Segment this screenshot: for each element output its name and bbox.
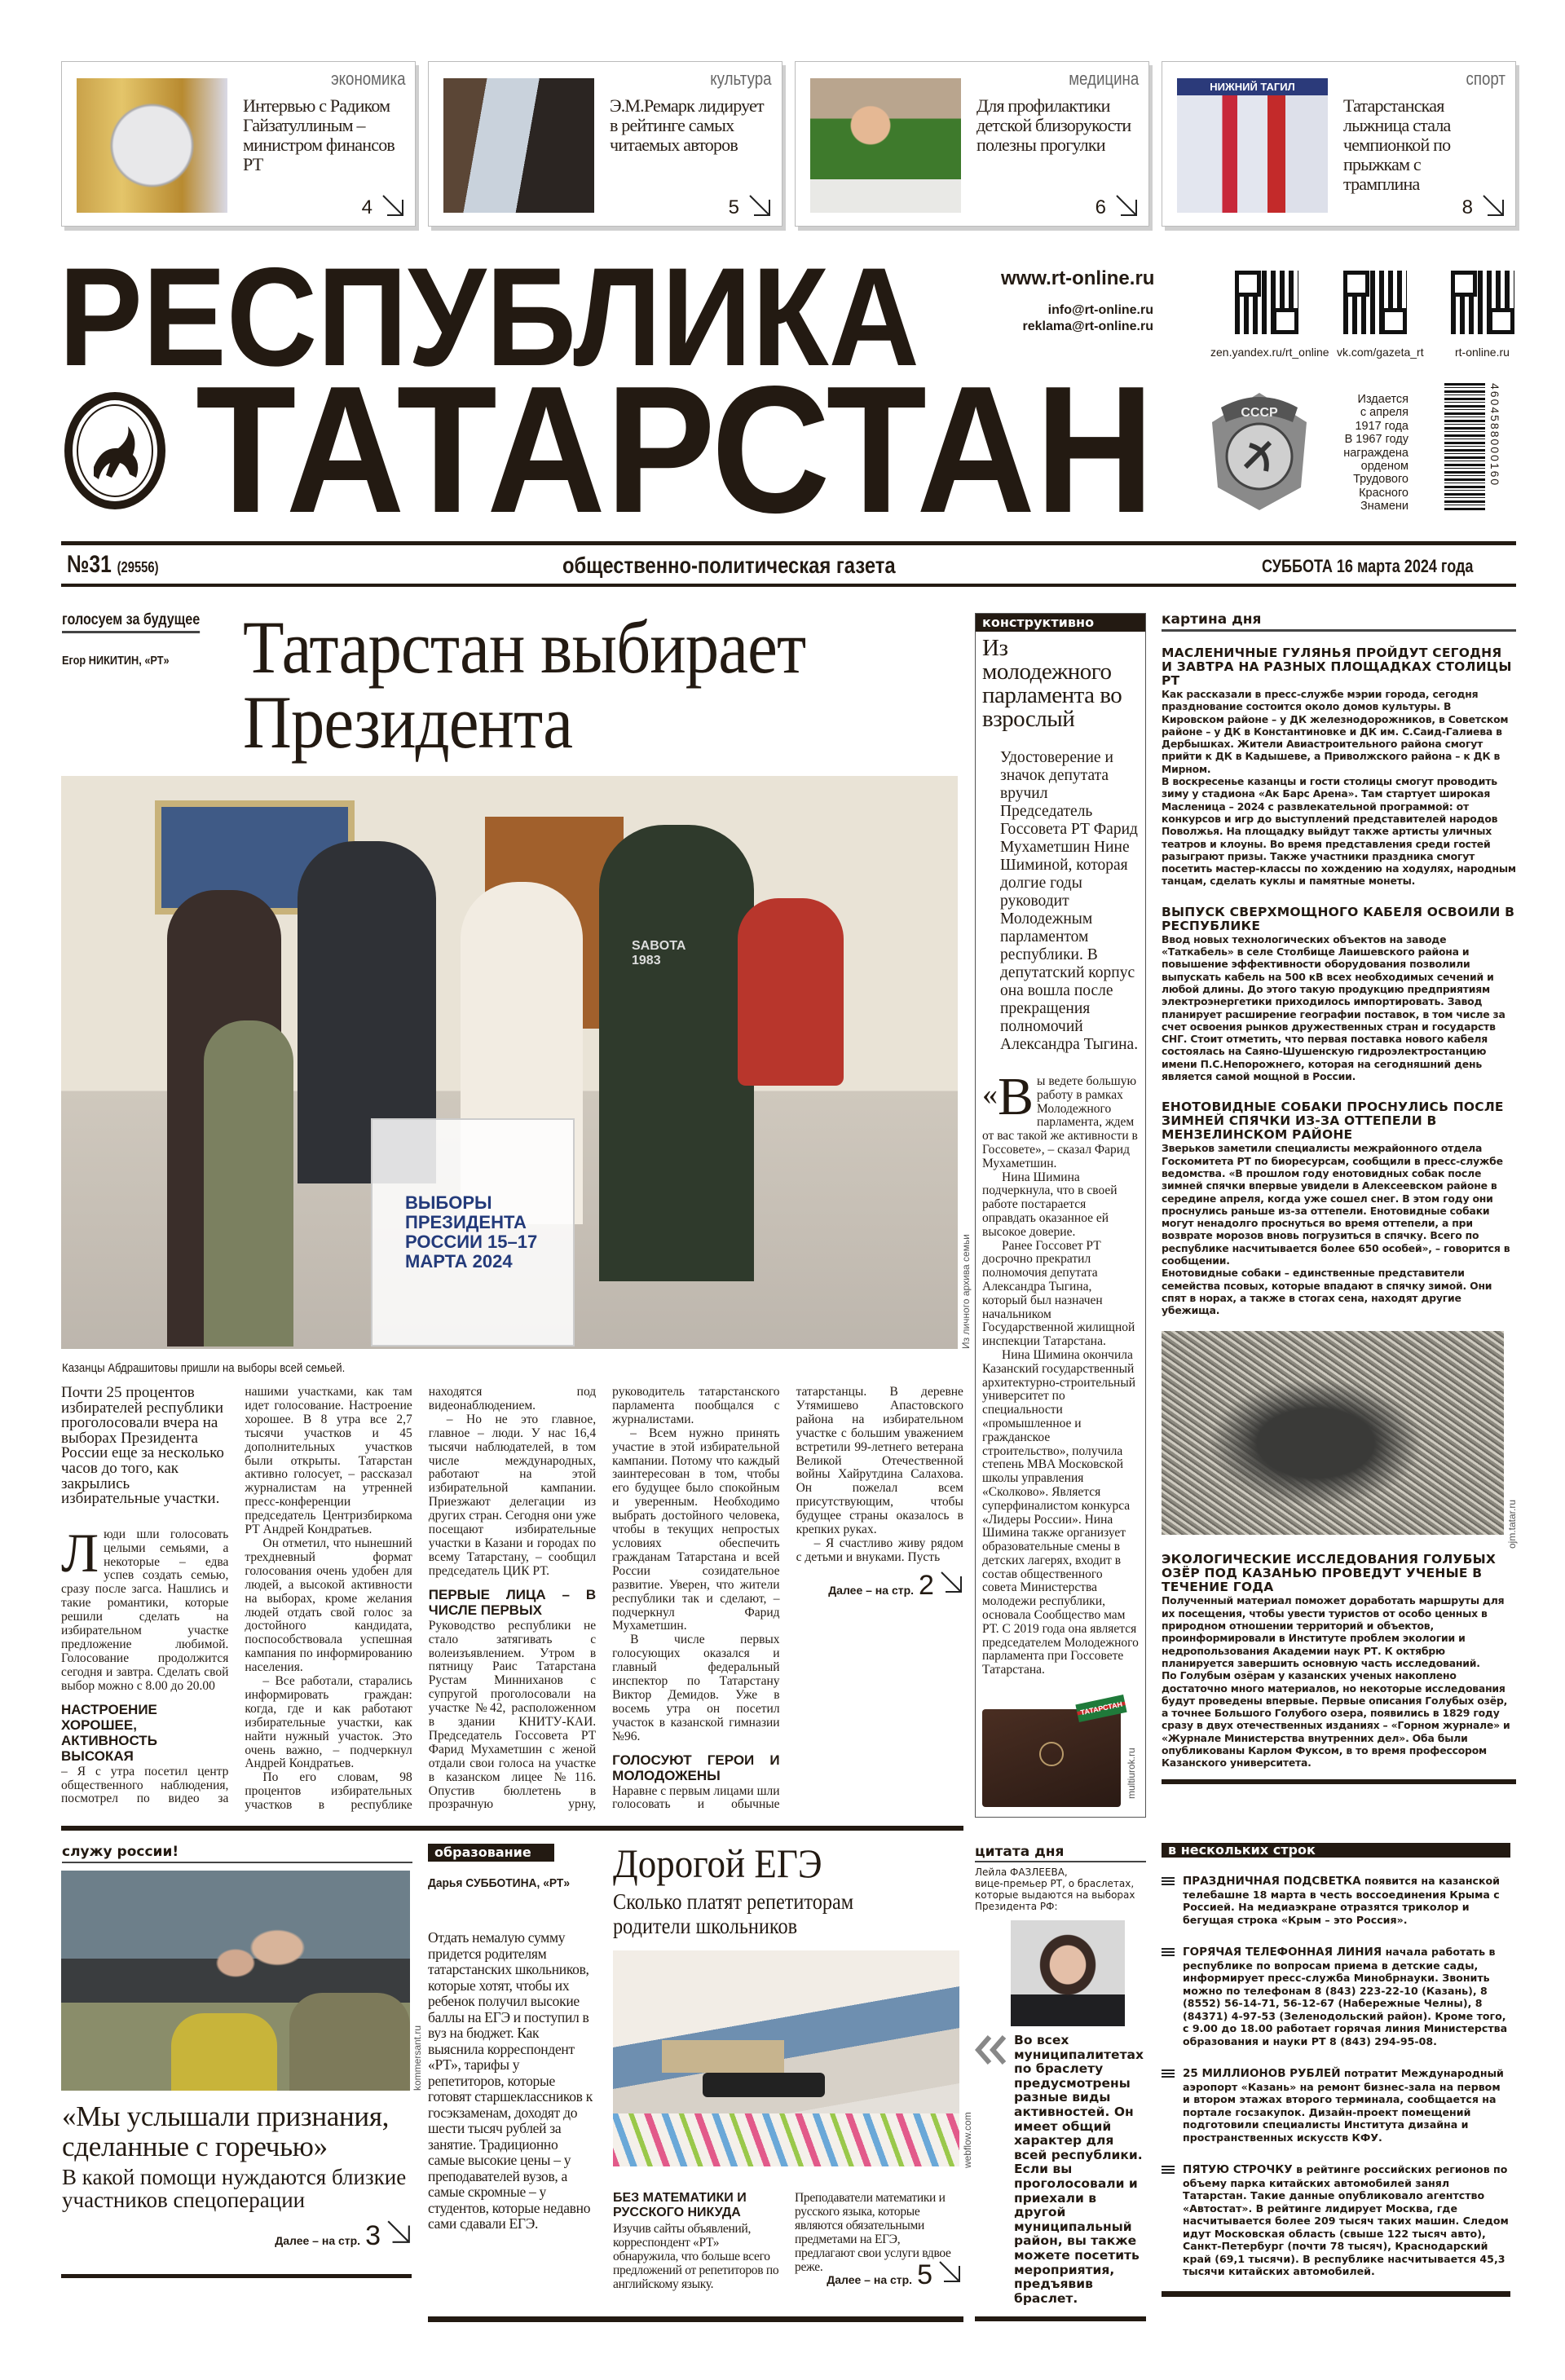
teaser-rubric: экономика <box>330 68 405 89</box>
teaser-economics[interactable] <box>61 61 416 227</box>
masthead-title-line1 <box>59 262 923 370</box>
teaser-culture[interactable] <box>428 61 782 227</box>
lines-bullet-icon <box>1162 1948 1175 1956</box>
photo-credit: multiurok.ru <box>1126 1748 1137 1799</box>
family-voting-photo <box>61 776 958 1349</box>
news-title: ЕНОТОВИДНЫЕ СОБАКИ ПРОСНУЛИСЬ ПОСЛЕ ЗИМНЕЙ СПЯЧКИ ИЗ-ЗА ОТТЕПЕЛИ В МЕНЗЕЛИНСКОМ РАЙОНЕ <box>1162 1100 1504 1143</box>
photo-caption: Казанцы Абдрашитовы пришли на выборы всей семьей. <box>62 1361 346 1375</box>
article-paragraph: – Все работали, старались информировать граждан: когда, где и как работают избирательные участки, как найти нужный участок. Это очень важно, – подчеркнул Андрей Кондратьев. <box>245 1674 412 1771</box>
brief-text: потратит Международный аэропорт «Казань» на ремонт бизнес-зала на первом и втором этажах второго терминала, сообщается на портале госзакупок. Дизайн-проект помещений подготовили специалисты Института дизайна и пространственных искусств КФУ. <box>1183 2067 1504 2144</box>
flag-badge-text: ТАТАРСТАН <box>1075 1695 1127 1722</box>
photo-credit: webflow.com <box>962 2112 973 2168</box>
article-paragraph: Наравне с первым лицами шли голосовать и обычные татарстанцы. В деревне Утямишево Апастовского района на избирательном участке с большим уважением встретили 99-летнего ветерана Великой Отечественной войны Хайрутдина Салахова. Он пожелал всем присутствующим, чтобы будущее страны оказалось в крепких руках. <box>612 1386 963 1812</box>
coins-photo <box>77 78 227 213</box>
news-paragraph: Енотовидные собаки – единственные представители семейства псовых, которые впадают в спячку зимой. Они спят в норах, а также в стогах сена, находят другие убежища. <box>1162 1267 1492 1317</box>
news-paragraph: Ввод новых технологических объектов на заводе «Таткабель» в селе Столбище Лаишевского района и повышение эффективности оборудования позволили выпускать кабель на 500 кВ всех необходимых сечений и любой длины. До этого такую продукцию предприятиям электроэнергетики приходилось импортировать. Завод планирует расширение географии поставок, в том числе за счет освоения рынков дружественных стран и государств СНГ. Стоит отметить, что первая поставка нового кабеля состоялась на Саяно-Шушенскую гидроэлектростанцию имени П.С.Непорожнего, которая на сегодняшний день является самой мощной в России. <box>1162 932 1505 1083</box>
divider <box>61 584 1516 587</box>
lines-bullet-icon <box>1162 2069 1175 2078</box>
article-paragraph: Он отметил, что нынешний трехдневный формат голосования очень удобен для людей, а высокой активности на выборах, кроме желания людей отдать свой голос за достойного кандидата, поспособствовала успешная кампания по информированию населения. <box>245 1536 412 1675</box>
divider <box>61 541 1516 545</box>
teaser-rubric: культура <box>710 68 772 89</box>
arrow-down-right-icon <box>937 2259 962 2284</box>
brief-lead: ГОРЯЧАЯ ТЕЛЕФОННАЯ ЛИНИЯ <box>1183 1946 1382 1959</box>
history-note <box>1322 393 1408 513</box>
brief-text: появится на казанской телебашне 18 марта в честь воссоединения Крыма с Россией. На медиаэкране отразятся триколор и бегущая строка «Крым – это Россия». <box>1183 1875 1501 1926</box>
tutoring-photo <box>613 1950 959 2166</box>
continued-link[interactable] <box>163 2219 412 2252</box>
divider <box>1162 1779 1516 1784</box>
brief-text: в рейтинге российских регионов по объему парка китайских автомобилей занял Татарстан. Такие данные опубликовало агентство «Автостат». В рейтинге лидирует Москва, где насчитывается более 209 тысяч таких машин. Следом идут Московская область (свыше 122 тысяч авто), Санкт-Петербург (почти 78 тысяч), Краснодарский край (69,1 тысячи). В республике насчитывается 45,3 тысячи китайских автомобилей. <box>1183 2163 1509 2277</box>
service-headline: «Мы услышали признания, сделанные с горечью» <box>62 2100 390 2162</box>
reading-woman-photo <box>443 78 594 213</box>
ballot-box-label: ВЫБОРЫ ПРЕЗИДЕНТА РОССИИ 15–17 МАРТА 2024 <box>405 1192 538 1272</box>
news-paragraph: Зверьков заметили специалисты межрайонного отдела Госкомитета РТ по биоресурсам, сообщили в пресс-службе ведомства. «В прошлом году енотовидных собак после зимней спячки впервые увидели в Алексеевском районе в середине апреля, когда уже сошел снег. В этом году они проснулись раньше из-за оттепели. Енотовидные собаки могут ненадолго проснуться во время оттепели, а при возврате морозов вновь погрузиться в спячку. Всего по республике насчитывается более 650 особей», – говорится в сообщении. <box>1162 1142 1510 1267</box>
speaker-role: вице-премьер РТ, о браслетах, которые выдаются на выборах Президента РФ: <box>975 1878 1135 1912</box>
news-paragraph: Как рассказали в пресс-службе мэрии города, сегодня празднование состоится около домов культуры. В Кировском районе – у ДК железнодорожников, в Советском районе – у ДК в Константиновке и ДК им. С.Саид-Галиева в Дербышках. Жители Авиастроительного района смогут прийти к ДК в Кадышеве, а Приволжского района – к ДК в Мирном. <box>1162 688 1509 775</box>
article-paragraph: – Всем нужно принять участие в этой избирательной кампании. Потому что каждый заинтересован в том, чтобы его будущее было спокойным и уверенным. Необходимо выбрать достойного человека, чтобы в текущих непростых условиях обеспечить гражданам Татарстана и всей России созидательное развитие. Уверен, что жители республики так и сделают, – подчеркнул Фарид Мухаметшин. <box>612 1426 780 1633</box>
paragraph-text: юди шли голосовать целыми семьями, а некоторые – едва успев создать семью, сразу после загса. Нашлись и такие романтики, которые решили сделать на избирательном участке предложение любимой. Голосование продолжится сегодня и завтра. Сделать свой выбор можно с 8.00 до 20.00 <box>61 1527 229 1693</box>
svg-text:РЕСПУБЛИКА: РЕСПУБЛИКА <box>59 262 919 370</box>
history-line: 1917 года <box>1355 419 1408 433</box>
arrow-down-right-icon <box>747 193 772 218</box>
teaser-rubric: медицина <box>1068 68 1139 89</box>
news-title: МАСЛЕНИЧНЫЕ ГУЛЯНЬЯ ПРОЙДУТ СЕГОДНЯ И ЗАВТРА НА РАЗНЫХ ПЛОЩАДКАХ СТОЛИЦЫ РТ <box>1162 646 1512 688</box>
teaser-text: Э.М.Ремарк лидирует в рейтинге самых читаемых авторов <box>610 95 764 155</box>
quote-mark: « <box>982 1078 998 1112</box>
day-picture-section <box>1162 611 1516 1784</box>
article-paragraph: По его словам, 98 процентов избирательных участков в республике находятся под видеонаблюдением. <box>245 1386 597 1813</box>
history-line: орденом <box>1360 460 1408 474</box>
rubric-constructive: конструктивно <box>976 614 1145 632</box>
newspaper-tagline: общественно-политическая газета <box>562 553 896 578</box>
total-issue-number: (29556) <box>117 559 159 575</box>
svg-text:СССР: СССР <box>1241 406 1278 420</box>
qr-label: vk.com/gazeta_rt <box>1337 346 1424 359</box>
brief-lead: ПРАЗДНИЧНАЯ ПОДСВЕТКА <box>1183 1875 1361 1888</box>
article-subhead: НАСТРОЕНИЕ ХОРОШЕЕ, АКТИВНОСТЬ ВЫСОКАЯ <box>61 1701 157 1764</box>
tatarstan-emblem-icon <box>61 390 169 512</box>
continued-label: Далее – на стр. <box>827 2273 913 2286</box>
teaser-rubric: спорт <box>1466 68 1505 89</box>
quote-mark-icon <box>975 2035 1007 2065</box>
teaser-medicine[interactable] <box>795 61 1149 227</box>
brief-item <box>1162 2067 1510 2144</box>
barcode-number: 4604588000160 <box>1488 383 1501 487</box>
education-body: Отдать немалую сумму придется родителям татарстанских школьников, которые хотят, чтобы их ребенок получил высокие баллы на ЕГЭ и поступил в вуз на бюджет. Как выяснила корреспондент «РТ», тарифы у репетиторов, которые готовят старшеклассников к госэкзаменам, доходят до шести тысяч рублей за занятие. Традиционно самые высокие цены – у преподавателей вузов, а самые скромные – у студентов, которые недавно сами сдавали ЕГЭ. <box>428 1929 593 2232</box>
shirt-print-text: SABOTA 1983 <box>632 939 686 967</box>
education-subtitle: Сколько платят репетиторам родители школьников <box>613 1889 854 1938</box>
article-paragraph: Руководство республики не стало затягивать с волеизъявлением. Утром в пятницу Раис Татарстана Рустам Минниханов с супругой проголосовали на участке №42, расположенном в здании КНИТУ-КАИ. Председатель Госсовета РТ Фарид Мухаметшин с женой отдали свои голоса на участке в казанском лицее №116. Опустив бюллетень в прозрачную урну, руководитель татарстанского парламента пообщался с журналистами. <box>428 1386 780 1812</box>
article-lead: Почти 25 процентов избирателей республики проголосовали вчера на выборах Президента России еще за несколько часов до того, как закрылись избирательные участки. <box>61 1386 224 1508</box>
brief-item <box>1162 1946 1510 2047</box>
divider <box>428 2316 963 2322</box>
arrow-down-right-icon <box>381 193 405 218</box>
article-subhead: ПЕРВЫЕ ЛИЦА – В ЧИСЛЕ ПЕРВЫХ <box>428 1586 597 1618</box>
byline: Дарья СУББОТИНА, «РТ» <box>428 1876 571 1890</box>
issue-number-value: №31 <box>67 551 112 578</box>
article-paragraph: – Я с утра посетил центр общественного наблюдения, посмотрел по видео за нашими участками, как там идет голосование. Настроение хорошее. В 8 утра все 2,7 тысячи участков и 45 дополнительных участков были открыты. Татарстан активно голосует, – рассказал журналистам на утренней пресс-конференции председатель Центризбиркома РТ Андрей Кондратьев. <box>61 1386 412 1806</box>
brief-lead: ПЯТУЮ СТРОЧКУ <box>1183 2163 1293 2176</box>
continued-page: 5 <box>917 2259 932 2290</box>
rubric-education: образование <box>428 1844 554 1862</box>
continued-label: Далее – на стр. <box>828 1583 915 1597</box>
rubric-label: в нескольких строк <box>1168 1842 1316 1858</box>
teaser-text: Татарстанская лыжница стала чемпионкой по прыжкам с трамплина <box>1343 95 1451 194</box>
drop-cap: Л <box>61 1521 99 1584</box>
brief-item <box>1162 1875 1510 1926</box>
history-line: Издается <box>1357 393 1408 406</box>
history-line: Красного <box>1359 486 1408 500</box>
constructive-paragraph: Нина Шимина окончила Казанский государственный архитектурно-строительный университет по специальности «промышленное и гражданское строительство», получила степень MBA Московской школы управления «Сколково». Является суперфиналистом конкурса «Лидеры России». Нина Шимина также организует образовательные смены в детских лагерях, входит в состав общественного совета Министерства молодежи республики, основала Сообщество мам РТ. С 2019 года она является председателем Молодежного парламента при Госсовете Татарстана. <box>982 1347 1139 1677</box>
qr-code-vk[interactable] <box>1343 271 1407 334</box>
brief-item <box>1162 2163 1510 2278</box>
continued-link[interactable] <box>795 2259 962 2291</box>
rubric-service: служу россии! <box>62 1844 412 1863</box>
history-line: Трудового <box>1353 473 1408 487</box>
teaser-text: Для профилактики детской близорукости полезны прогулки <box>976 95 1131 155</box>
constructive-paragraph: Нина Шимина подчеркнула, что в своей работе постарается оправдать оказанное ей высокое доверие. <box>982 1170 1118 1239</box>
news-paragraph: Полученный материал поможет доработать маршруты для их посещения, чтобы увести туристов от особо ценных в природном отношении территорий и объектов, проинформировали в Институте проблем экологии и недропользования Академии наук РТ. К октябрю планируется завершить основную часть исследований. <box>1162 1594 1505 1669</box>
photo-credit: ojm.tatar.ru <box>1506 1499 1518 1549</box>
divider <box>61 2274 412 2278</box>
history-line: с апреля <box>1360 406 1408 420</box>
quote-text: ы ведете большую работу в рамках Молодежного парламента, ждем от вас такой же активности в Госсовете», – сказал Фарид Мухаметшин. <box>982 1074 1138 1170</box>
education-headline: Дорогой ЕГЭ <box>613 1840 822 1886</box>
main-article-body <box>61 1386 963 1818</box>
continued-label: Далее – на стр. <box>275 2234 361 2247</box>
byline: Егор НИКИТИН, «РТ» <box>62 654 170 668</box>
news-title: ВЫПУСК СВЕРХМОЩНОГО КАБЕЛЯ ОСВОИЛИ В РЕСПУБЛИКЕ <box>1162 904 1515 933</box>
service-subtitle: В какой помощи нуждаются близкие участников спецоперации <box>62 2165 407 2212</box>
divider <box>61 1826 963 1831</box>
arrow-down-right-icon <box>939 1570 963 1594</box>
constructive-headline: Из молодежного парламента во взрослый <box>982 635 1122 732</box>
constructive-paragraph: Ранее Госсовет РТ досрочно прекратил полномочия депутата Александра Тыгина, который был назначен начальником Государственной жилищной инспекции Татарстана. <box>982 1238 1135 1349</box>
photo-credit: kommersant.ru <box>412 2025 423 2091</box>
continued-link[interactable] <box>796 1569 963 1601</box>
email-ads-link[interactable]: reklama@rt-online.ru <box>1022 320 1153 333</box>
continued-page: 3 <box>365 2220 381 2251</box>
lines-bullet-icon <box>1162 1877 1175 1885</box>
history-line: награждена <box>1343 446 1408 460</box>
qr-code-site[interactable] <box>1451 271 1514 334</box>
teaser-page: 6 <box>1095 196 1106 218</box>
article-subhead: ГОЛОСУЮТ ГЕРОИ И МОЛОДОЖЕНЫ <box>612 1752 780 1783</box>
brief-lead: 25 МИЛЛИОНОВ РУБЛЕЙ <box>1183 2067 1341 2080</box>
continued-page: 2 <box>919 1569 934 1601</box>
schoolboy-photo <box>810 78 961 213</box>
rubric-day-picture: картина дня <box>1162 611 1516 632</box>
issue-date: СУББОТА 16 марта 2024 года <box>1262 556 1474 576</box>
arrow-down-right-icon <box>1481 193 1505 218</box>
constructive-lead: Удостоверение и значок депутата вручил Председатель Госсовета РТ Фарид Мухаметшин Нине Шиминой, которая долгие годы руководит Молодежным парламентом республики. В депутатский корпус она вошла после прекращения полномочий Александра Тыгина. <box>1000 749 1139 1053</box>
website-link[interactable]: www.rt-online.ru <box>1001 267 1155 289</box>
speaker-portrait <box>1011 1920 1125 2026</box>
divider <box>975 2316 1146 2321</box>
article-paragraph: – Я счастливо живу рядом с детьми и внуками. Пусть <box>796 1536 963 1564</box>
qr-label: zen.yandex.ru/rt_online <box>1210 346 1329 359</box>
history-line: В 1967 году <box>1344 433 1408 447</box>
qr-code-zen[interactable] <box>1235 271 1298 334</box>
soldier-farewell-photo <box>61 1871 410 2091</box>
teaser-page: 5 <box>728 196 739 218</box>
qr-label: rt-online.ru <box>1455 346 1510 359</box>
teaser-page: 4 <box>361 196 373 218</box>
deputy-id-photo <box>982 1699 1123 1807</box>
photo-banner-text: НИЖНИЙ ТАГИЛ <box>1177 78 1328 95</box>
photo-credit: Из личного архива семьи <box>960 1234 972 1349</box>
quote-text: Во всех муниципалитетах по браслету предусмотрены разные виды активностей. Он имеет общий характер для всей республики. Если вы проголосовали и приехали в другой муниципальный район, вы также можете посетить мероприятия, предъявив браслет. <box>1014 2033 1144 2306</box>
article-paragraph <box>61 1521 229 1694</box>
drop-cap: В <box>998 1067 1034 1126</box>
article-paragraph: В числе первых голосующих оказался и главный федеральный инспектор по Татарстану Виктор Демидов. Уже в восемь утра он посетил участок в казанской гимназии №96. <box>612 1633 780 1743</box>
speaker-name: Лейла ФАЗЛЕЕВА, <box>975 1867 1068 1878</box>
email-info-link[interactable]: info@rt-online.ru <box>1047 303 1153 317</box>
article-paragraph: – Но не это главное, главное – люди. У нас 16,4 тысячи наблюдателей, в том числе международных, работают на этой избирательной кампании. Приезжают делегации из других стран. Сегодня они уже посещают избирательные участки в Казани и городах по всему Татарстану, – сообщил председатель ЦИК РТ. <box>428 1412 597 1578</box>
podium-photo <box>1177 78 1328 213</box>
news-paragraph: В воскресенье казанцы и гости столицы смогут проводить зиму у стадиона «Ак Барс Арена». Там стартует широкая Масленица – 2024 с развлекательной программой: от конкурсов и игр до выступлений представителей народов Поволжья. На площадку выйдут также артисты уличных театров и клоуны. Во время представления среди гостей разыграют призы. Также участники праздника смогут посетить мастер-классы по хождению на ходулях, народным танцам, сделать куклы и памятные монеты. <box>1162 775 1516 888</box>
briefs-list <box>1162 1855 1510 2297</box>
barcode <box>1444 383 1485 512</box>
constructive-quote <box>982 1067 1139 1171</box>
teaser-sport[interactable] <box>1162 61 1516 227</box>
lines-bullet-icon <box>1162 2166 1175 2174</box>
rubric-vote-future: голосуем за будущее <box>62 611 200 633</box>
teaser-page: 8 <box>1461 196 1473 218</box>
raccoon-dog-photo <box>1162 1331 1504 1535</box>
education-subhead: БЕЗ МАТЕМАТИКИ И РУССКОГО НИКУДА <box>613 2191 747 2219</box>
svg-text:ТАТАРСТАН: ТАТАРСТАН <box>196 377 1154 516</box>
constructive-body <box>982 1067 1139 1677</box>
order-of-red-banner-icon <box>1205 390 1315 513</box>
brief-text: начала работать в республике по вопросам приема в детские сады, информирует пресс-служба Минобрнауки. Звонить можно по телефонам 8 (843) 223-22-10 (Казань), 8 (8552) 56-14-71, 56-12-67 (Набережные Челны), 8 (84371) 4-97-53 (Зеленодольский район). Кроме того, с 9.00 до 18.00 работает горячая линия Министерства образования и науки РТ 8 (843) 294-95-08. <box>1183 1946 1508 2047</box>
rubric-quote-of-day: цитата дня <box>975 1844 1146 1862</box>
masthead-title-line2 <box>196 377 1157 516</box>
quote-speaker <box>975 1867 1146 1912</box>
arrow-down-right-icon <box>386 2219 412 2245</box>
history-line: Знамени <box>1360 500 1408 513</box>
education-paragraph: Преподаватели математики и русского языка, которые являются обязательными предметами на ЕГЭ, предлагают свои услуги вдвое реже. <box>795 2191 951 2274</box>
news-title: ЭКОЛОГИЧЕСКИЕ ИССЛЕДОВАНИЯ ГОЛУБЫХ ОЗЁР ПОД КАЗАНЬЮ ПРОВЕДУТ УЧЕНЫЕ В ТЕЧЕНИЕ ГОДА <box>1162 1552 1496 1595</box>
divider <box>1162 2291 1510 2297</box>
education-paragraph: Изучив сайты объявлений, корреспондент «РТ» обнаружила, что больше всего предложений от репетиторов по английскому языку. <box>613 2222 779 2291</box>
main-headline: Татарстан выбирает Президента <box>243 606 806 764</box>
teaser-text: Интервью с Радиком Гайзатуллиным – министром финансов РТ <box>243 95 395 174</box>
constructive-box <box>975 613 1146 1818</box>
news-paragraph: По Голубым озёрам у казанских ученых накоплено достаточно много материалов, но некоторые исследования будут проведены впервые. Первые описания Голубых озёр, а точнее Большого Голубого озера, появились в 1829 году сразу в двух отечественных изданиях – «Горном журнале» и «Журнале Министерства внутренних дел». Оба были опубликованы Карлом Фуксом, в то время профессором Казанского университета. <box>1162 1669 1510 1770</box>
issue-number <box>67 551 159 579</box>
arrow-down-right-icon <box>1114 193 1139 218</box>
